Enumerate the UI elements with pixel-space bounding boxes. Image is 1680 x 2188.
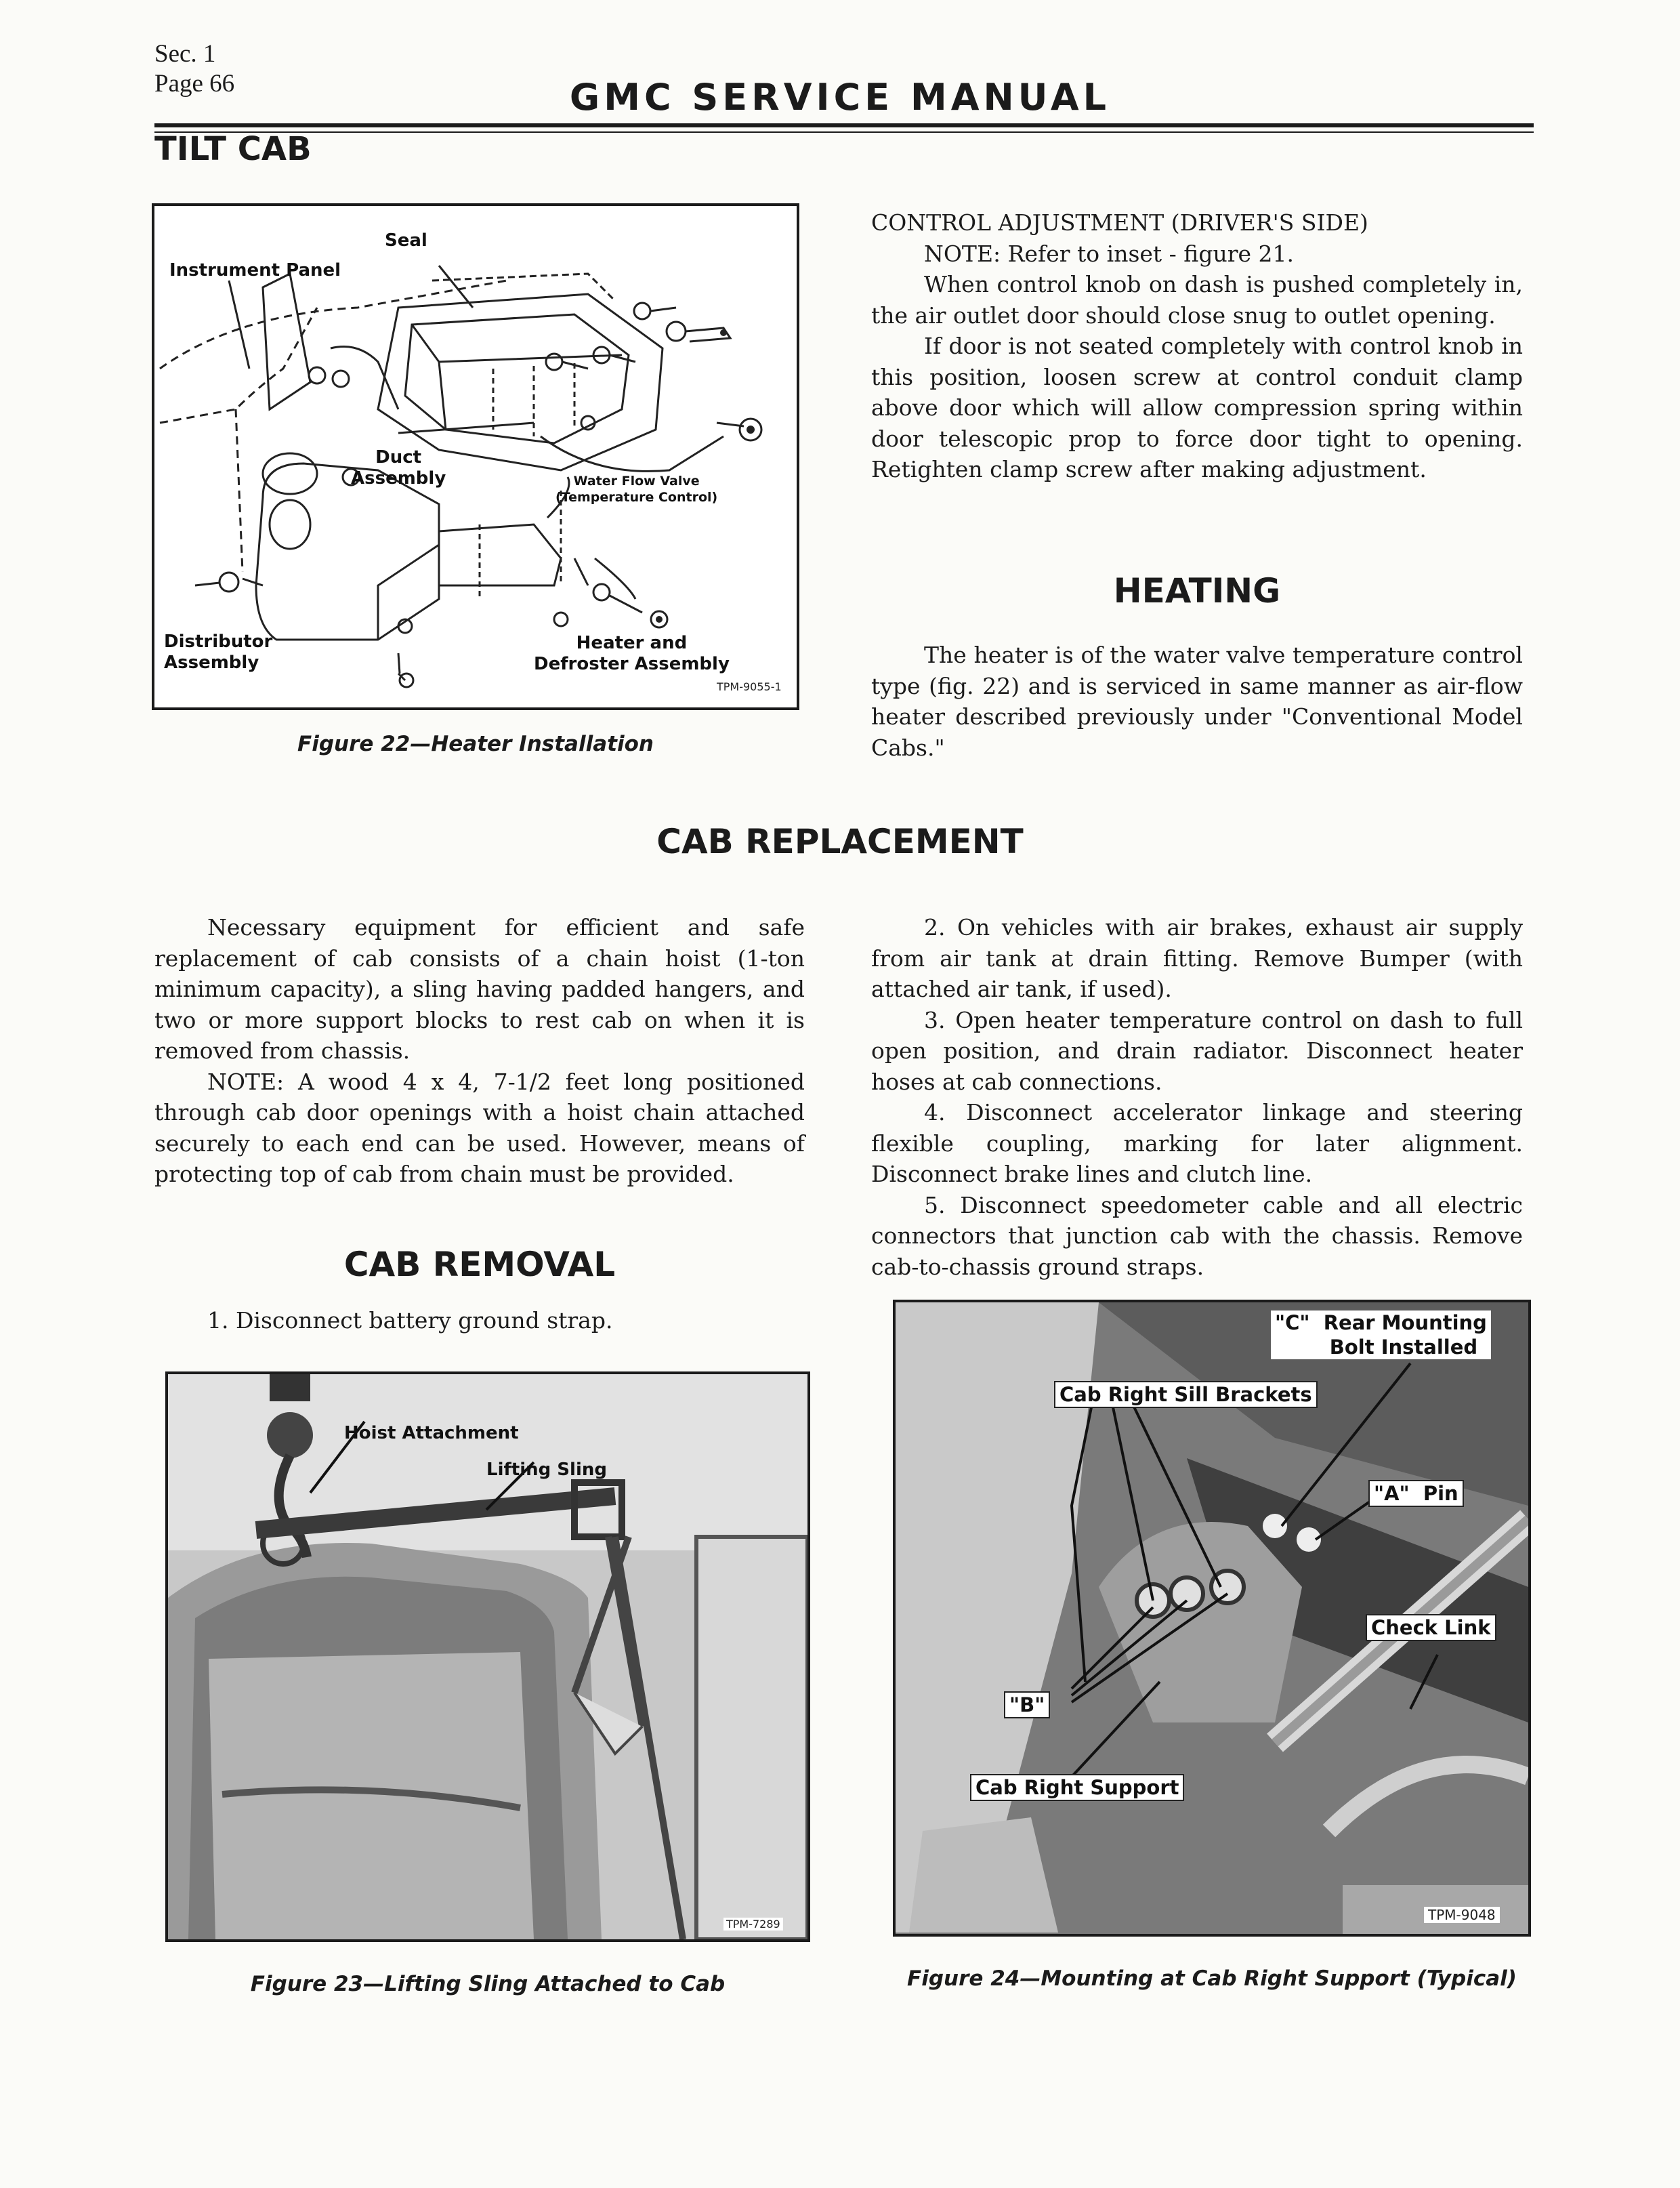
water-flow-valve-label: Water Flow Valve (Temperature Control) [555,474,718,505]
heater-defroster-label: Heater and Defroster Assembly [534,633,730,674]
section-number: Sec. 1 [154,40,216,68]
chapter-title: TILT CAB [154,130,312,168]
cab-replacement-note: NOTE: A wood 4 x 4, 7-1/2 feet long positioned through cab door openings with a hoist chain attached securely to each end can be used. However, means of protecting top of cab from chain must be provided. [154,1068,805,1187]
manual-title: GMC SERVICE MANUAL [569,76,1111,119]
heating-heading: HEATING [1113,571,1281,611]
page-number: Page 66 [154,70,235,98]
cab-removal-step-3: 3. Open heater temperature control on dash to full open position, and drain radiator. Disconnect heater hoses at cab connections. [871,1006,1523,1095]
cab-replacement-para-1: Necessary equipment for efficient and safe replacement of cab consists of a chain hoist (1-ton minimum capacity), a sling having padded hangers, and two or more support blocks to rest cab on when it is removed from chassis. [154,914,805,1064]
figure-23 [165,1371,810,1942]
control-adjustment-note: NOTE: Refer to inset - figure 21. [924,240,1294,267]
cab-replacement-body [154,912,805,1190]
control-adjustment-section [871,207,1523,485]
a-pin-label: "A" Pin [1368,1480,1464,1507]
hoist-attachment-label: Hoist Attachment [344,1423,519,1443]
cab-replacement-heading: CAB REPLACEMENT [656,822,1024,861]
instrument-panel-label: Instrument Panel [169,260,341,281]
seal-label: Seal [385,230,427,251]
figure-22-reference: TPM-9055-1 [717,680,782,693]
lifting-sling-label: Lifting Sling [486,1460,607,1480]
figure-22-caption: Figure 22—Heater Installation [297,732,654,756]
cab-removal-steps-continued [871,912,1523,1282]
cab-right-sill-brackets-label: Cab Right Sill Brackets [1054,1381,1318,1408]
figure-24 [893,1300,1531,1937]
figure-24-caption: Figure 24—Mounting at Cab Right Support (Typical) [907,1966,1517,1991]
cab-removal-step-4: 4. Disconnect accelerator linkage and steering flexible coupling, marking for later alignment. Disconnect brake lines and clutch line. [871,1099,1523,1187]
b-label: "B" [1004,1691,1050,1718]
cab-removal-step-1: 1. Disconnect battery ground strap. [207,1307,613,1334]
control-adjustment-heading: CONTROL ADJUSTMENT (DRIVER'S SIDE) [871,209,1368,236]
check-link-label: Check Link [1366,1614,1496,1641]
cab-removal-step-5: 5. Disconnect speedometer cable and all electric connectors that junction cab with the chassis. Remove cab-to-chassis ground straps. [871,1191,1523,1280]
distributor-assembly-label: Distributor Assembly [164,632,273,673]
control-adjustment-para-1: When control knob on dash is pushed completely in, the air outlet door should close snug to outlet opening. [871,271,1523,329]
header-rule-thin [154,131,1534,133]
heating-paragraph: The heater is of the water valve temperature control type (fig. 22) and is serviced in same manner as air-flow heater described previously under "Conventional Model Cabs." [871,642,1523,761]
duct-assembly-label: Duct Assembly [351,447,446,489]
cab-removal-heading: CAB REMOVAL [343,1245,616,1284]
cab-removal-step-2: 2. On vehicles with air brakes, exhaust air supply from air tank at drain fitting. Remove Bumper (with attached air tank, if used). [871,914,1523,1002]
control-adjustment-para-2: If door is not seated completely with control knob in this position, loosen screw at control conduit clamp above door which will allow compression spring within door telescopic prop to force door tight to opening. Retighten clamp screw after making adjustment. [871,333,1523,482]
figure-24-reference: TPM-9048 [1424,1907,1500,1923]
figure-22 [152,203,799,710]
figure-23-reference: TPM-7289 [723,1918,783,1931]
figure-23-caption: Figure 23—Lifting Sling Attached to Cab [250,1972,726,1996]
rear-mounting-bolt-label: "C" Rear Mounting Bolt Installed [1271,1310,1491,1359]
header-rule [154,123,1534,127]
cab-right-support-label: Cab Right Support [970,1774,1184,1801]
